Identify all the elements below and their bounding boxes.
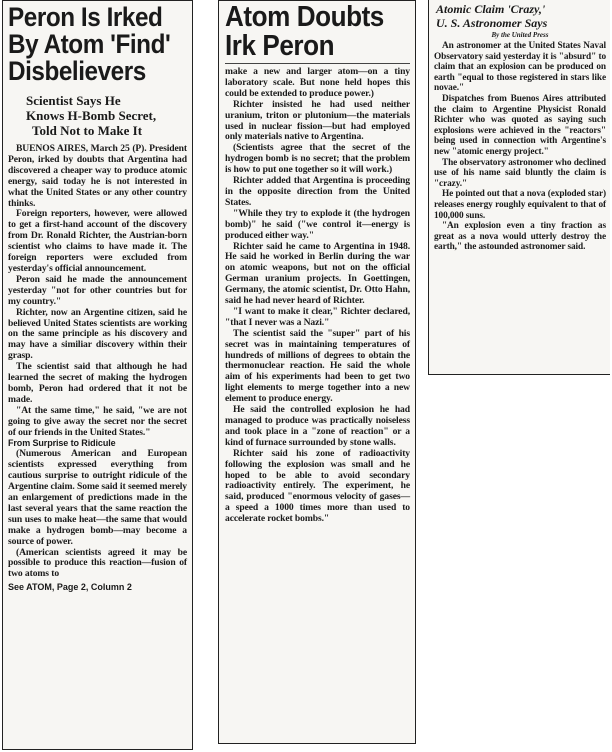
headline-line: Atomic Claim 'Crazy,' [436, 2, 546, 16]
article-body [225, 67, 410, 525]
paragraph: Dispatches from Buenos Aires attributed the claim to Argentine Physicist Ronald Richter who was quoted as saying such explosions were achieved in the "reactors" being used in connection with Argentine's new "atomic energy project." [434, 93, 606, 157]
clipping-atomic-claim-crazy [428, 0, 610, 375]
paragraph: "I want to make it clear," Richter declared, "that I never was a Nazi." [225, 305, 410, 328]
headline [8, 4, 169, 85]
paragraph: He said the controlled explosion he had managed to produce was practically noiseless and took place in a "zone of reaction" or a kind of furnace surrounded by stone walls. [225, 404, 410, 448]
paragraph: Richter added that Argentina is proceeding in the opposite direction from the United States. [225, 175, 410, 208]
paragraph: (Scientists agree that the secret of the hydrogen bomb is no secret; that the problem is how to put one together so it will work.) [225, 142, 410, 176]
paragraph: He pointed out that a nova (exploded star) releases energy roughly equivalent to that of 100,000 suns. [434, 189, 606, 221]
paragraph: Peron said he made the announcement yesterday "not for other countries but for my country." [8, 273, 187, 307]
article-body [8, 144, 187, 580]
paragraph: (Numerous American and European scientists expressed everything from cautious surprise to outright ridicule of the Argentine claim. Some said it seemed merely an enlargement of predictions made in the last several years that the same reaction the sun uses to make heat—the same that would make a hydrogen bomb—may become a source of power. [8, 448, 187, 547]
subhead: From Surprise to Ridicule [8, 438, 116, 449]
paragraph: (American scientists agreed it may be possible to produce this reaction—fusion of two atoms to [8, 546, 187, 580]
deck-line: Told Not to Make It [32, 123, 143, 138]
headline-line: Irk Peron [225, 30, 335, 62]
paragraph: "An explosion even a tiny fraction as great as a nova would utterly destroy the earth," the astounded astronomer said. [434, 221, 606, 253]
jump-line: See ATOM, Page 2, Column 2 [8, 582, 132, 593]
headline-line: U. S. Astronomer Says [436, 16, 548, 30]
paragraph: An astronomer at the United States Naval Observatory said yesterday it is "absurd" to claim that an explosion can be produced on earth "equal to those registered in stars like novae." [434, 41, 606, 94]
paragraph: Richter said he came to Argentina in 1948. He said he worked in Berlin during the war on atomic weapons, but not on the official German uranium projects. In Goettingen, Germany, the atomic scientist, Dr. Otto Hahn, said he had never heard of Richter. [225, 240, 410, 307]
article-body [434, 41, 606, 253]
deck-line: Scientist Says He [26, 93, 121, 108]
deck-line: Knows H-Bomb Secret, [26, 108, 157, 123]
paragraph: make a new and larger atom—on a tiny laboratory scale. But none held hopes this could be extended to produce power.) [225, 66, 410, 99]
paragraph: Richter said his zone of radioactivity following the explosion was small and he hoped to be able to avoid secondary radioactivity entirely. The experiment, he said, produced "enormous velocity of gases—a speed a 1000 times more than used to accelerate rocket bombs." [225, 447, 410, 525]
paragraph: The scientist said the "super" part of his secret was in maintaining temperatures of hundreds of millions of degrees to obtain the thermonuclear reaction. He said the whole aim of his experiments had been to get two light elements to merge together into a new element to produce energy. [225, 327, 410, 405]
clipping-peron-irked [2, 0, 193, 750]
paragraph: "At the same time," he said, "we are not going to give away the secret nor the secret of our friends in the United States." [8, 404, 187, 438]
paragraph: "While they try to explode it (the hydrogen bomb)" he said ("we control it—energy is produced either way." [225, 207, 410, 241]
headline-line: Disbelievers [8, 56, 146, 86]
paragraph: BUENOS AIRES, March 25 (P). President Peron, irked by doubts that Argentina had discovered a cheaper way to produce atomic energy, said today he is not interested in what the United States or any other country thinks. [8, 143, 187, 209]
paragraph: Foreign reporters, however, were allowed to get a first-hand account of the discovery from Dr. Ronald Richter, the Austrian-born scientist who claims to have made it. The foreign reporters were excluded from yesterday's official announcement. [8, 208, 187, 274]
headline-line: Peron Is Irked [8, 2, 163, 32]
clipping-atom-doubts [218, 0, 416, 744]
paragraph: Richter, now an Argentine citizen, said he believed United States scientists are working on the same principle as his discovery and may have a similiar discovery within their grasp. [8, 306, 187, 362]
deck [26, 93, 187, 138]
headline [225, 3, 392, 61]
byline: By the United Press [491, 31, 549, 39]
headline [434, 2, 606, 30]
paragraph: Richter insisted he had used neither uranium, triton or plutonium—the materials used in nuclear fission—but had employed only materials native to Argentina. [225, 98, 410, 143]
divider [225, 63, 410, 64]
paragraph: The scientist said that although he had learned the secret of making the hydrogen bomb, Peron had ordered that it not be made. [8, 361, 187, 405]
headline-line: By Atom 'Find' [8, 29, 171, 59]
headline-line: Atom Doubts [225, 1, 384, 33]
paragraph: The observatory astronomer who declined use of his name said bluntly the claim is "crazy." [434, 157, 606, 189]
